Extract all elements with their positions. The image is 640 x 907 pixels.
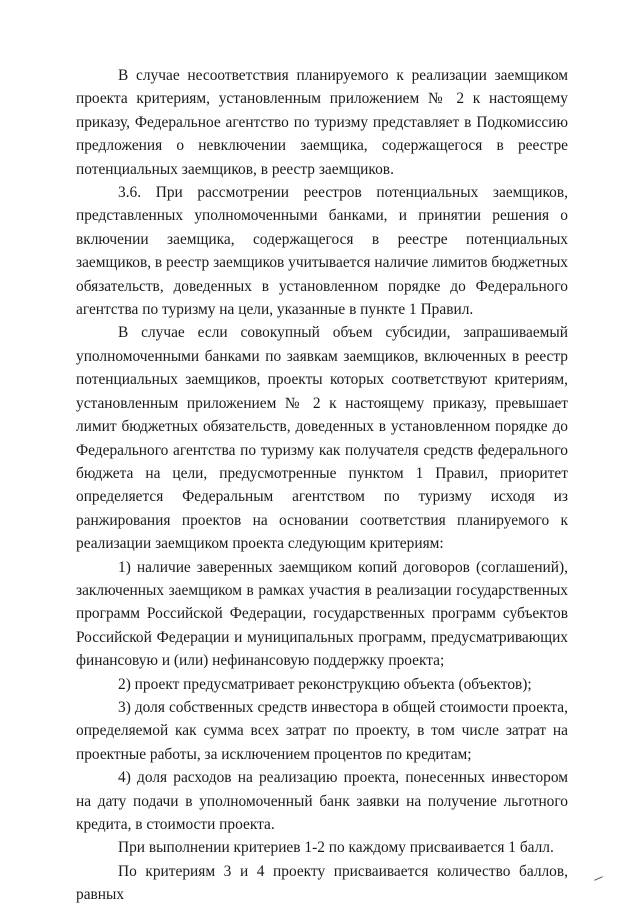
criterion-4: 4) доля расходов на реализацию проекта, понесенных инвестором на дату подачи в уполномоченный банк заявки на получение льготного кредита, в стоимости проекта. bbox=[76, 769, 568, 833]
paragraph-3-6: 3.6. При рассмотрении реестров потенциальных заемщиков, представленных уполномоченными банками, и принятии решения о включении заемщика, содержащегося в реестре потенциальных заемщиков, в реестр заемщиков учитывается наличие лимитов бюджетных обязательств, доведенных в установленном порядке до Федерального агентства по туризму на цели, указанные в пункте 1 Правил. bbox=[76, 184, 568, 319]
paragraph-points-3-4: По критериям 3 и 4 проекту присваивается количество баллов, равных bbox=[76, 862, 568, 904]
paragraph-points-1-2: При выполнении критериев 1-2 по каждому присваивается 1 балл. bbox=[118, 839, 554, 857]
paragraph-subsidy-priority: В случае если совокупный объем субсидии, запрашиваемый уполномоченными банками по заявкам заемщиков, включенных в реестр потенциальных заемщиков, проекты которых соответствуют критериям, установленным приложением № 2 к настоящему приказу, превышает лимит бюджетных обязательств, доведенных в установленном порядке до Федерального агентства по туризму как получателя средств федерального бюджета на цели, предусмотренные пунктом 1 Правил, приоритет определяется Федеральным агентством по туризму исходя из ранжирования проектов на основании соответствия планируемого к реализации заемщиком проекта следующим критериям: bbox=[76, 324, 568, 553]
scan-mark bbox=[594, 876, 603, 881]
document-body bbox=[76, 64, 568, 907]
criterion-2: 2) проект предусматривает реконструкцию объекта (объектов); bbox=[118, 675, 532, 693]
paragraph-mismatch-procedure: В случае несоответствия планируемого к реализации заемщиком проекта критериям, установленным приложением № 2 к настоящему приказу, Федеральное агентство по туризму представляет в Подкомиссию предложения о невключении заемщика, содержащегося в реестре потенциальных заемщиков, в реестр заемщиков. bbox=[76, 67, 568, 178]
criterion-1: 1) наличие заверенных заемщиком копий договоров (соглашений), заключенных заемщиком в рамках участия в реализации государственных программ Российской Федерации, государственных программ субъектов Российской Федерации и муниципальных программ, предусматривающих финансовую и (или) нефинансовую поддержку проекта; bbox=[76, 558, 568, 670]
criterion-3: 3) доля собственных средств инвестора в общей стоимости проекта, определяемой как сумма всех затрат по проекту, в том числе затрат на проектные работы, за исключением процентов по кредитам; bbox=[76, 698, 568, 763]
